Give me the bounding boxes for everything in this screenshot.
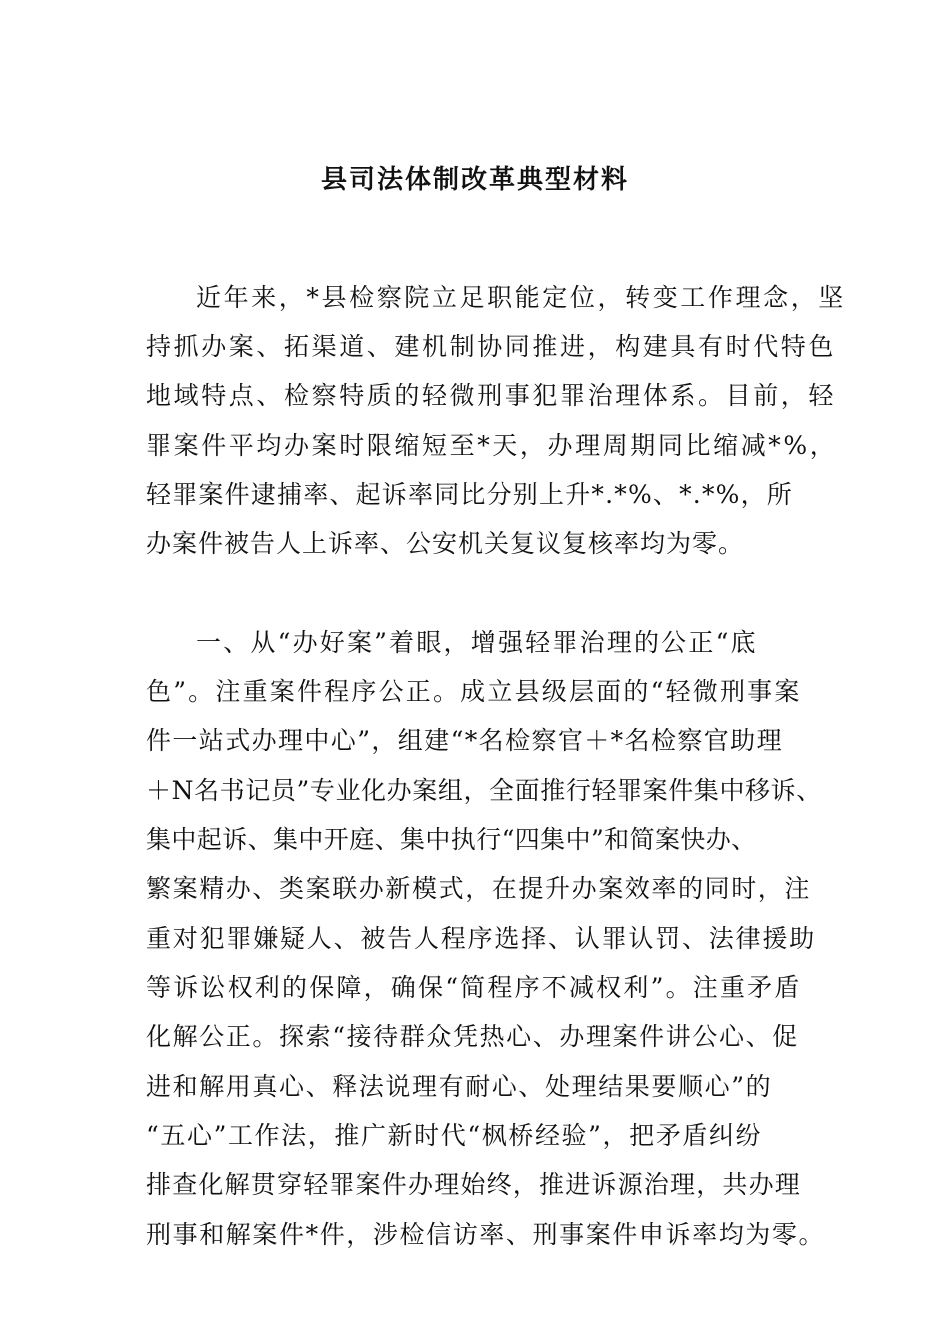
paragraph-line: “五心”工作法，推广新时代“枫桥经验”，把矛盾纠纷 — [146, 1121, 763, 1150]
paragraph-line: 繁案精办、类案联办新模式，在提升办案效率的同时，注 — [146, 874, 812, 903]
paragraph-line: 刑事和解案件*件，涉检信访率、刑事案件申诉率均为零。 — [146, 1220, 826, 1249]
paragraph-line: 件一站式办理中心”，组建“*名检察官＋*名检察官助理 — [146, 726, 783, 755]
paragraph-line: 进和解用真心、释法说理有耐心、处理结果要顺心”的 — [146, 1072, 773, 1101]
paragraph-line: 近年来，*县检察院立足职能定位，转变工作理念，坚 — [196, 283, 846, 312]
paragraph-line: 罪案件平均办案时限缩短至*天，办理周期同比缩减*%， — [146, 431, 838, 460]
paragraph-line: 集中起诉、集中开庭、集中执行“四集中”和简案快办、 — [146, 825, 757, 854]
document-title: 县司法体制改革典型材料 — [320, 165, 629, 195]
paragraph-line: 色”。注重案件程序公正。成立县级层面的“轻微刑事案 — [146, 677, 802, 706]
paragraph-line: 一、从“办好案”着眼，增强轻罪治理的公正“底 — [196, 628, 758, 657]
paragraph-line: 化解公正。探索“接待群众凭热心、办理案件讲公心、促 — [146, 1022, 799, 1051]
paragraph-line: 持抓办案、拓渠道、建机制协同推进，构建具有时代特色 — [146, 332, 837, 361]
paragraph-line: ＋N名书记员”专业化办案组，全面推行轻罪案件集中移诉、 — [146, 776, 822, 805]
paragraph-line: 排查化解贯穿轻罪案件办理始终，推进诉源治理，共办理 — [146, 1170, 802, 1199]
paragraph-line: 重对犯罪嫌疑人、被告人程序选择、认罪认罚、法律援助 — [146, 924, 817, 953]
paragraph-line: 办案件被告人上诉率、公安机关复议复核率均为零。 — [146, 529, 745, 558]
paragraph-line: 轻罪案件逮捕率、起诉率同比分别上升*.*%、*.*%，所 — [146, 480, 794, 509]
paragraph-line: 地域特点、检察特质的轻微刑事犯罪治理体系。目前，轻 — [146, 381, 837, 410]
paragraph-line: 等诉讼权利的保障，确保“简程序不减权利”。注重矛盾 — [146, 973, 802, 1002]
